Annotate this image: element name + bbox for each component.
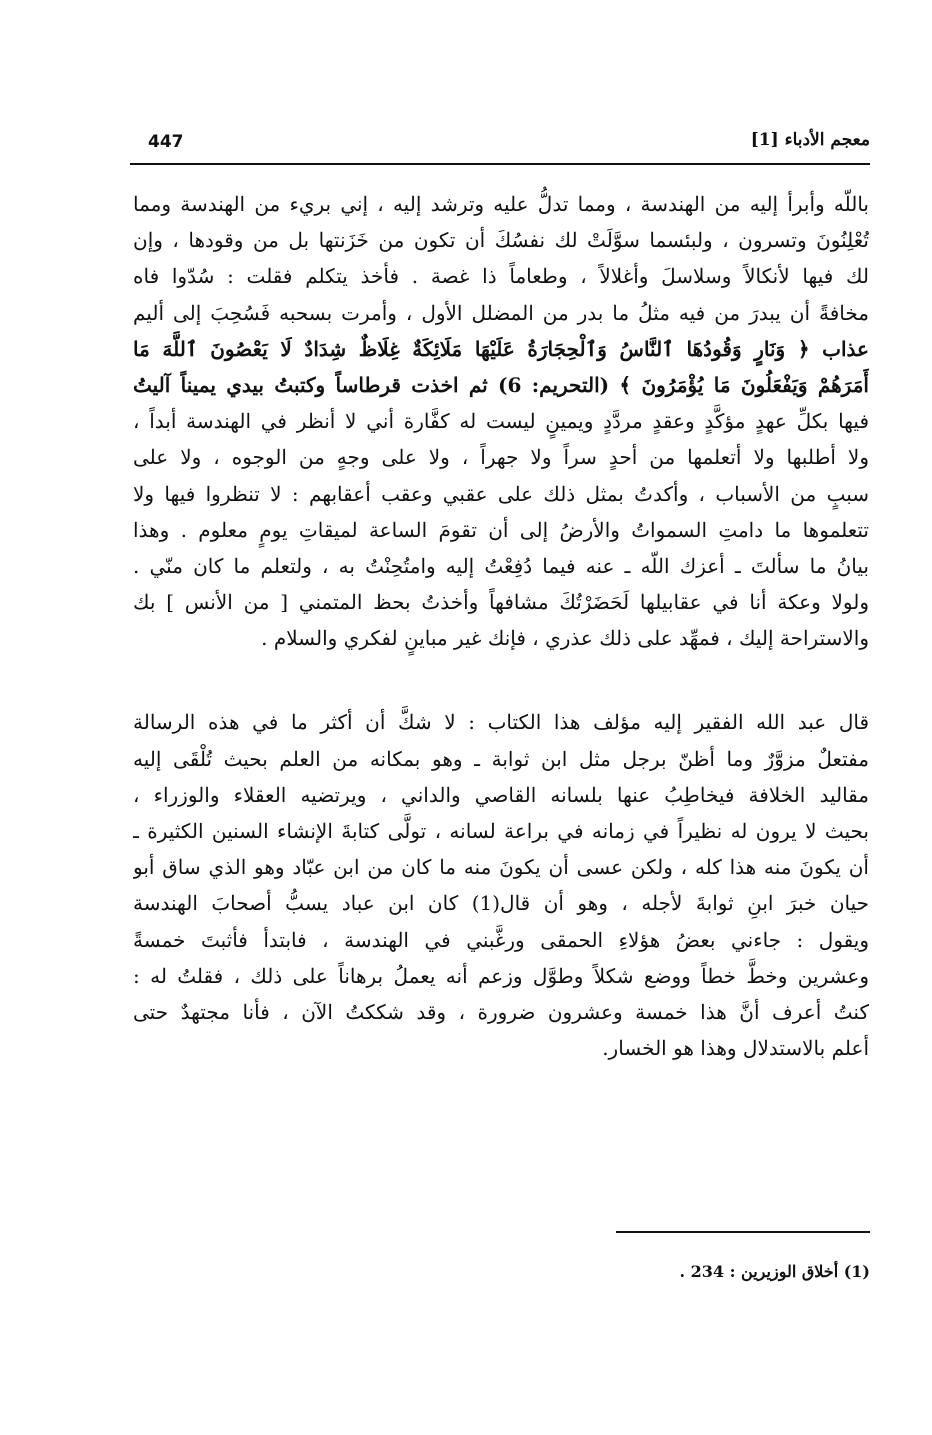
main-text (133, 186, 869, 1066)
page-header (130, 128, 870, 164)
text-line: ولولا وعكة أنا في عقابيلها لَحَضَرْتُكَ مشافهاً وأخذتُ بحظ المتمني [ من الأنس ] بك (133, 590, 869, 615)
paragraph-2 (133, 704, 869, 1066)
text-line: مقاليد الخلافة فيخاطِبُ عنها بلسانه القاصي والداني ، ويرتضيه العقلاء والوزراء ، (133, 782, 869, 807)
text-line: وعشرين وخطَّ خطاً ووضع شكلاً وطوَّل وزعم أنه يعملُ برهاناً على ذلك ، فقلتُ له : (133, 963, 869, 988)
text-line: تُعْلِنُونَ وتسرون ، ولبئسما سوَّلَتْ لك نفسُكَ أن تكون من خَزَنتها بل من وقودها ، وإن (133, 228, 869, 253)
text-line: مفتعلٌ مزوَّرٌ وما أظنّ برجل مثل ابن ثوابة ـ وهو بمكانه من العلم بحيث تُلْقَى إليه (133, 746, 869, 771)
text-line: ولا أطلبها ولا أتعلمها من أحدٍ سراً ولا جهراً ، ولا على وجهٍ من الوجوه ، ولا على (133, 445, 869, 470)
header-divider (130, 163, 870, 165)
text-line: تتعلموها ما دامتِ السمواتُ والأرضُ إلى أن تقومَ الساعة لميقاتِ يومٍ معلوم . وهذا (133, 517, 869, 542)
text-line: مخافةً أن يبدرَ من فيه مثلُ ما بدر من المضلل الأول ، وأمرت بسحبه فَسُحِبَ إلى أليم (133, 300, 869, 325)
text-line: أعلم بالاستدلال وهذا هو الخسار. (602, 1036, 869, 1061)
text-line: فيها بكلِّ عهدٍ مؤكَّدٍ وعقدٍ مردَّدٍ ويمينٍ ليست له كفَّارة أني لا أنظر في الهندسة أبداً ، (133, 409, 869, 434)
running-title: معجم الأدباء [1] (750, 130, 870, 150)
footnote-divider (616, 1231, 870, 1233)
text-line: سببٍ من الأسباب ، وأكدتُ بمثل ذلك على عقبي وعقب أعقابهم : لا تنظروا فيها ولا (133, 481, 869, 506)
text-line: بيانُ ما سألتَ ـ أعزك اللّه ـ عنه فيما دُفِعْتُ إليه وامتُحِنْتُ به ، ولتعلم ما كان منّي . (133, 553, 869, 578)
text-line: والاستراحة إليك ، فمهِّد على ذلك عذري ، فإنك غير مباينٍ لفكري والسلام . (261, 626, 869, 651)
text-line: كنتُ أعرف أنَّ هذا خمسة وعشرون ضرورة ، وقد شككتُ الآن ، فأنا مجتهدٌ حتى (133, 999, 869, 1024)
footnote: (1) أخلاق الوزيرين : 234 . (679, 1262, 870, 1281)
text-line: قال عبد الله الفقير إليه مؤلف هذا الكتاب : لا شكَّ أن أكثر ما في هذه الرسالة (133, 710, 869, 735)
text-line: حيان خبرَ ابنِ ثوابةَ لأجله ، وهو أن قال(1) كان ابن عباد يسبُّ أصحابَ الهندسة (133, 891, 869, 916)
text-line: أن يكونَ منه هذا كله ، ولكن عسى أن يكونَ منه ما كان من ابن عبّاد وهو الذي ساق أبو (133, 855, 869, 880)
paragraph-1 (133, 186, 869, 656)
text-line: لك فيها لأنكالاً وسلاسلَ وأغلالاً ، وطعاماً ذا غصة . فأخذ يتكلم فقلت : سُدّوا فاه (133, 264, 869, 289)
text-line: باللّه وأبرأ إليه من الهندسة ، ومما تدلُّ عليه وترشد إليه ، إني بريء من الهندسة ومما (133, 192, 869, 216)
quran-verse-line: عذاب ﴿ وَنَارٍ وَقُودُهَا ٱلنَّاسُ وَٱلْحِجَارَةُ عَلَيْهَا مَلَائِكَةٌ غِلَاظٌ شِدَادٌ لَا يَعْصُونَ ٱللَّهَ مَا (133, 336, 869, 361)
text-line: بحيث لا يرون له نظيراً في زمانه في براعة لسانه ، تولَّى كتابةَ الإنشاء السنين الكثيرة ـ (133, 819, 869, 843)
paragraph-spacer (133, 656, 869, 704)
quran-verse-line: أَمَرَهُمْ وَيَفْعَلُونَ مَا يُؤْمَرُونَ ﴾ (التحريم: 6) ثم اخذت قرطاساً وكتبتُ بيدي يميناً آليتُ (133, 372, 869, 397)
text-line: ويقول : جاءني بعضُ هؤلاءِ الحمقى ورغَّبني في الهندسة ، فابتدأ فأثبتَ خمسةً (133, 927, 869, 952)
page-number: 447 (148, 132, 184, 152)
